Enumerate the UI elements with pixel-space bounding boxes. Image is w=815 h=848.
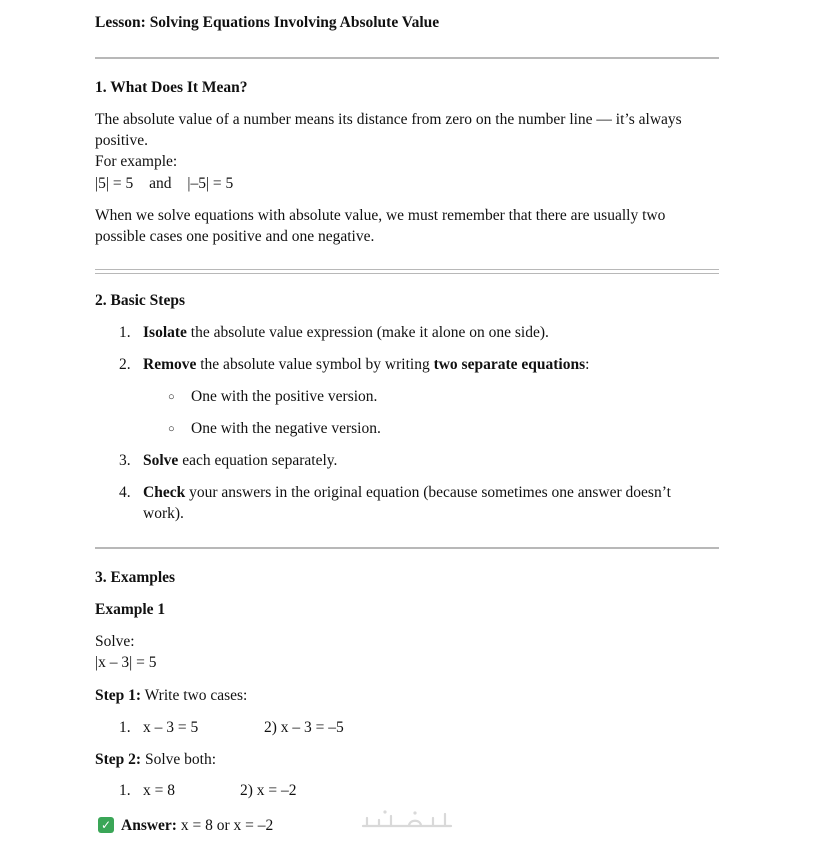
solve-label: Solve: bbox=[95, 633, 135, 650]
paragraph-text: possible cases one positive and one negative. bbox=[95, 228, 375, 245]
case-equation: x – 3 = 5 bbox=[143, 719, 199, 736]
example-title: Example 1 bbox=[95, 601, 166, 618]
case-equation: 2) x – 3 = –5 bbox=[264, 719, 344, 736]
example-line bbox=[95, 173, 233, 194]
section-heading-steps: 2. Basic Steps bbox=[95, 292, 185, 309]
example-equation: |x – 3| = 5 bbox=[95, 654, 157, 671]
watermark-logo-icon bbox=[357, 806, 457, 836]
section-heading-meaning: 1. What Does It Mean? bbox=[95, 79, 248, 96]
divider bbox=[95, 547, 719, 549]
step-heading: Step 2: Solve both: bbox=[95, 751, 216, 768]
checkmark-icon: ✓ bbox=[98, 817, 114, 833]
example-intro: For example: bbox=[95, 153, 178, 170]
step-text: Solve each equation separately. bbox=[143, 452, 338, 469]
case-solution: 2) x = –2 bbox=[240, 782, 297, 799]
sub-item-text: One with the positive version. bbox=[191, 388, 378, 405]
case-line bbox=[95, 780, 719, 801]
circle-bullet-icon: ○ bbox=[168, 423, 175, 435]
circle-bullet-icon: ○ bbox=[168, 391, 175, 403]
step-text: Remove the absolute value symbol by writing two separate equations: bbox=[143, 356, 590, 373]
page-title: Lesson: Solving Equations Involving Absolute Value bbox=[95, 14, 440, 31]
step-text: Check your answers in the original equation (because sometimes one answer doesn’t work). bbox=[143, 484, 671, 522]
step-number: 1. bbox=[119, 324, 131, 341]
step-heading: Step 1: Write two cases: bbox=[95, 687, 248, 704]
case-line bbox=[95, 717, 719, 738]
case-solution: x = 8 bbox=[143, 782, 175, 799]
sub-item-text: One with the negative version. bbox=[191, 420, 381, 437]
section-heading-examples: 3. Examples bbox=[95, 569, 176, 586]
case-number: 1. bbox=[119, 782, 131, 799]
paragraph-text: positive. bbox=[95, 132, 148, 149]
paragraph-text: The absolute value of a number means its distance from zero on the number line — it’s always bbox=[95, 111, 682, 128]
divider bbox=[95, 57, 719, 59]
step-number: 2. bbox=[119, 356, 131, 373]
example-equation: |5| = 5 bbox=[95, 175, 134, 192]
watermark-logo bbox=[357, 806, 457, 836]
step-text: Isolate the absolute value expression (make it alone on one side). bbox=[143, 324, 549, 341]
answer-text: Answer: x = 8 or x = –2 bbox=[121, 817, 274, 834]
step-number: 3. bbox=[119, 452, 131, 469]
example-conjunction: and bbox=[149, 175, 172, 192]
example-equation: |–5| = 5 bbox=[187, 175, 234, 192]
step-number: 4. bbox=[119, 484, 131, 501]
divider bbox=[95, 269, 719, 274]
case-number: 1. bbox=[119, 719, 131, 736]
paragraph-text: When we solve equations with absolute value, we must remember that there are usually two bbox=[95, 207, 666, 224]
